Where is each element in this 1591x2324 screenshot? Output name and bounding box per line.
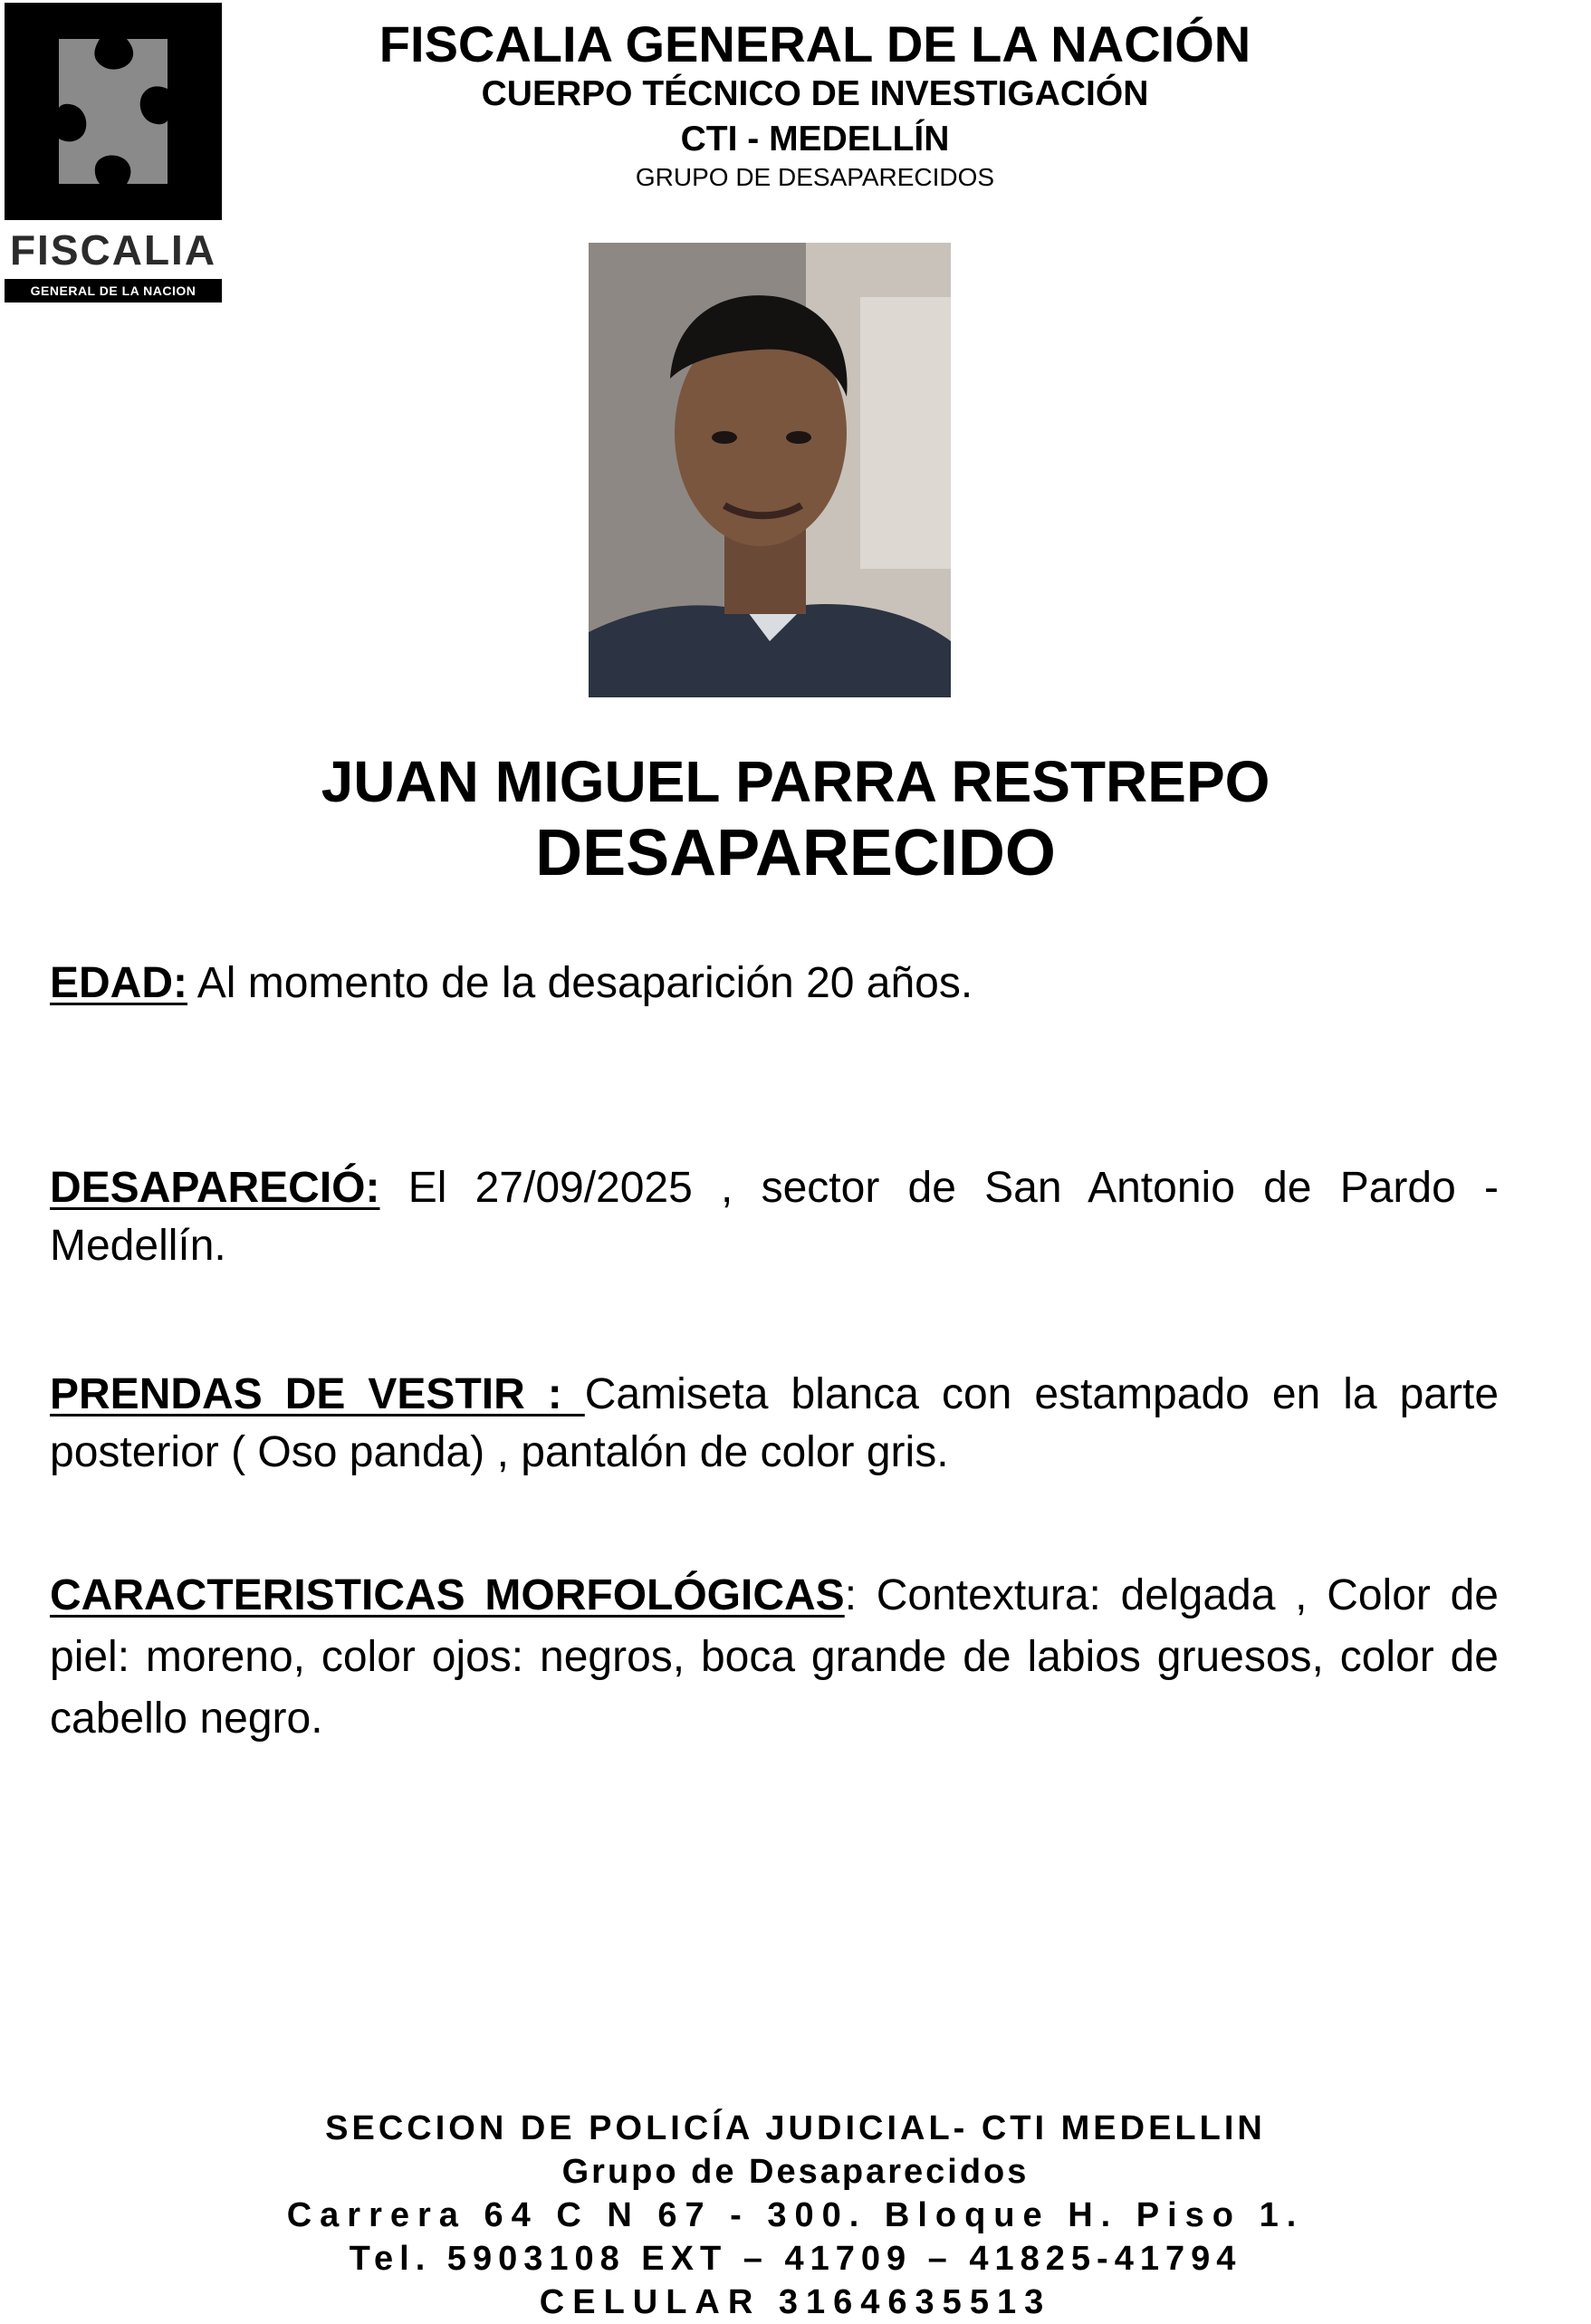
footer-phone: Tel. 5903108 EXT – 41709 – 41825-41794	[349, 2240, 1242, 2278]
age-label: EDAD:	[50, 959, 187, 1007]
header-city: CTI - MEDELLÍN	[680, 120, 950, 158]
clothing-label: PRENDAS DE VESTIR :	[50, 1370, 585, 1418]
footer-group: Grupo de Desaparecidos	[561, 2153, 1030, 2191]
features-label: CARACTERISTICAS MORFOLÓGICAS	[50, 1571, 845, 1619]
disappearance-label: DESAPARECIÓ:	[50, 1164, 380, 1212]
footer-section: SECCION DE POLICÍA JUDICIAL- CTI MEDELLIN	[325, 2109, 1266, 2147]
clothing-paragraph	[50, 1366, 1499, 1482]
footer-mobile: CELULAR 3164635513	[539, 2283, 1052, 2321]
footer-address: Carrera 64 C N 67 - 300. Bloque H. Piso 1.	[286, 2196, 1305, 2234]
logo-wordmark: FISCALIA	[9, 226, 217, 274]
person-name: JUAN MIGUEL PARRA RESTREPO	[321, 749, 1270, 814]
header-group: GRUPO DE DESAPARECIDOS	[635, 163, 995, 191]
disappearance-text: El 27/09/2025 , sector de San Antonio de Pardo - Medellín.	[50, 1164, 1499, 1270]
header-department: CUERPO TÉCNICO DE INVESTIGACIÓN	[481, 74, 1149, 113]
features-paragraph	[50, 1565, 1499, 1750]
features-text: : Contextura: delgada , Color de piel: moreno, color ojos: negros, boca grande de labios gruesos, color de cabello negro.	[50, 1571, 1499, 1743]
age-paragraph	[50, 955, 1499, 1013]
age-text: Al momento de la desaparición 20 años.	[187, 959, 973, 1007]
missing-person-photo	[589, 243, 951, 697]
header-institution: FISCALIA GENERAL DE LA NACIÓN	[379, 15, 1251, 72]
clothing-text: Camiseta blanca con estampado en la parte posterior ( Oso panda) , pantalón de color gris.	[50, 1370, 1500, 1476]
logo-subtitle: GENERAL DE LA NACION	[5, 279, 222, 303]
disappearance-paragraph	[50, 1159, 1499, 1275]
person-status: DESAPARECIDO	[535, 817, 1056, 889]
